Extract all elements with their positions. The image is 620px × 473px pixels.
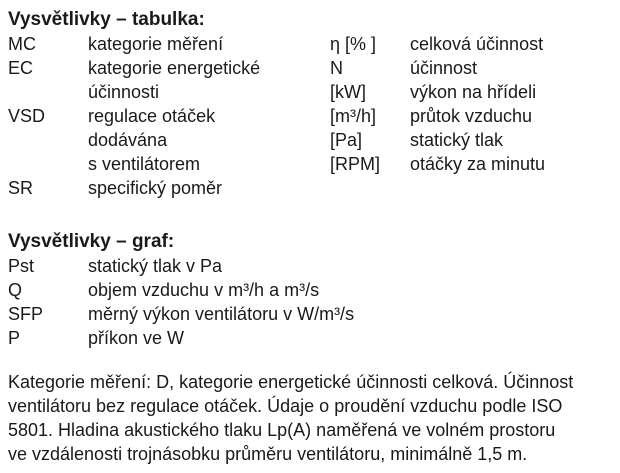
graph-legend-meaning-pst: statický tlak v Pa [88, 256, 223, 276]
table-legend-meaning-vsd-line3: s ventilátorem [88, 154, 201, 174]
table-legend-symbol-kw: [kW] [330, 82, 366, 102]
table-legend-meaning-mc: kategorie měření [88, 34, 224, 54]
graph-legend-meaning-p: příkon ve W [88, 328, 185, 348]
graph-legend-abbr-p: P [8, 328, 21, 348]
graph-legend-abbr-pst: Pst [8, 256, 35, 276]
table-legend-meaning-pa: statický tlak [410, 130, 504, 150]
table-legend-symbol-n: N [330, 58, 343, 78]
graph-legend-abbr-sfp: SFP [8, 304, 44, 324]
note-line: ventilátoru bez regulace otáček. Údaje o proudění vzduchu podle ISO [8, 396, 563, 416]
table-legend-symbol-efficiency: η [% ] [330, 34, 377, 54]
note-line: Kategorie měření: D, kategorie energetické účinnosti celková. Účinnost [8, 372, 574, 392]
graph-legend-meaning-sfp: měrný výkon ventilátoru v W/m³/s [88, 304, 355, 324]
note-line: ve vzdálenosti trojnásobku průměru ventilátoru, minimálně 1,5 m. [8, 444, 528, 464]
graph-legend-title: Vysvětlivky – graf: [8, 231, 175, 252]
table-legend-meaning-vsd-line2: dodávána [88, 130, 168, 150]
table-legend-meaning-vsd-line1: regulace otáček [88, 106, 216, 126]
table-legend-symbol-airflow: [m³/h] [330, 106, 377, 126]
table-legend-meaning-kw: výkon na hřídeli [410, 82, 537, 102]
graph-legend-meaning-q: objem vzduchu v m³/h a m³/s [88, 280, 320, 300]
graph-legend-abbr-q: Q [8, 280, 23, 300]
table-legend-meaning-airflow: průtok vzduchu [410, 106, 533, 126]
table-legend-meaning-sr: specifický poměr [88, 178, 223, 198]
table-legend-meaning-rpm: otáčky za minutu [410, 154, 546, 174]
table-legend-symbol-pa: [Pa] [330, 130, 363, 150]
table-legend-symbol-rpm: [RPM] [330, 154, 381, 174]
table-legend-abbr-vsd: VSD [8, 106, 46, 126]
table-legend-meaning-ec-line2: účinnosti [88, 82, 160, 102]
note-line: 5801. Hladina akustického tlaku Lp(A) naměřená ve volném prostoru [8, 420, 556, 440]
table-legend-abbr-sr: SR [8, 178, 34, 198]
table-legend-abbr-mc: MC [8, 34, 36, 54]
table-legend-meaning-n: účinnost [410, 58, 478, 78]
table-legend-abbr-ec: EC [8, 58, 34, 78]
measurement-note [8, 370, 614, 466]
table-legend-meaning-ec-line1: kategorie energetické [88, 58, 261, 78]
table-legend-meaning-efficiency: celková účinnost [410, 34, 544, 54]
table-legend-title: Vysvětlivky – tabulka: [8, 9, 205, 30]
